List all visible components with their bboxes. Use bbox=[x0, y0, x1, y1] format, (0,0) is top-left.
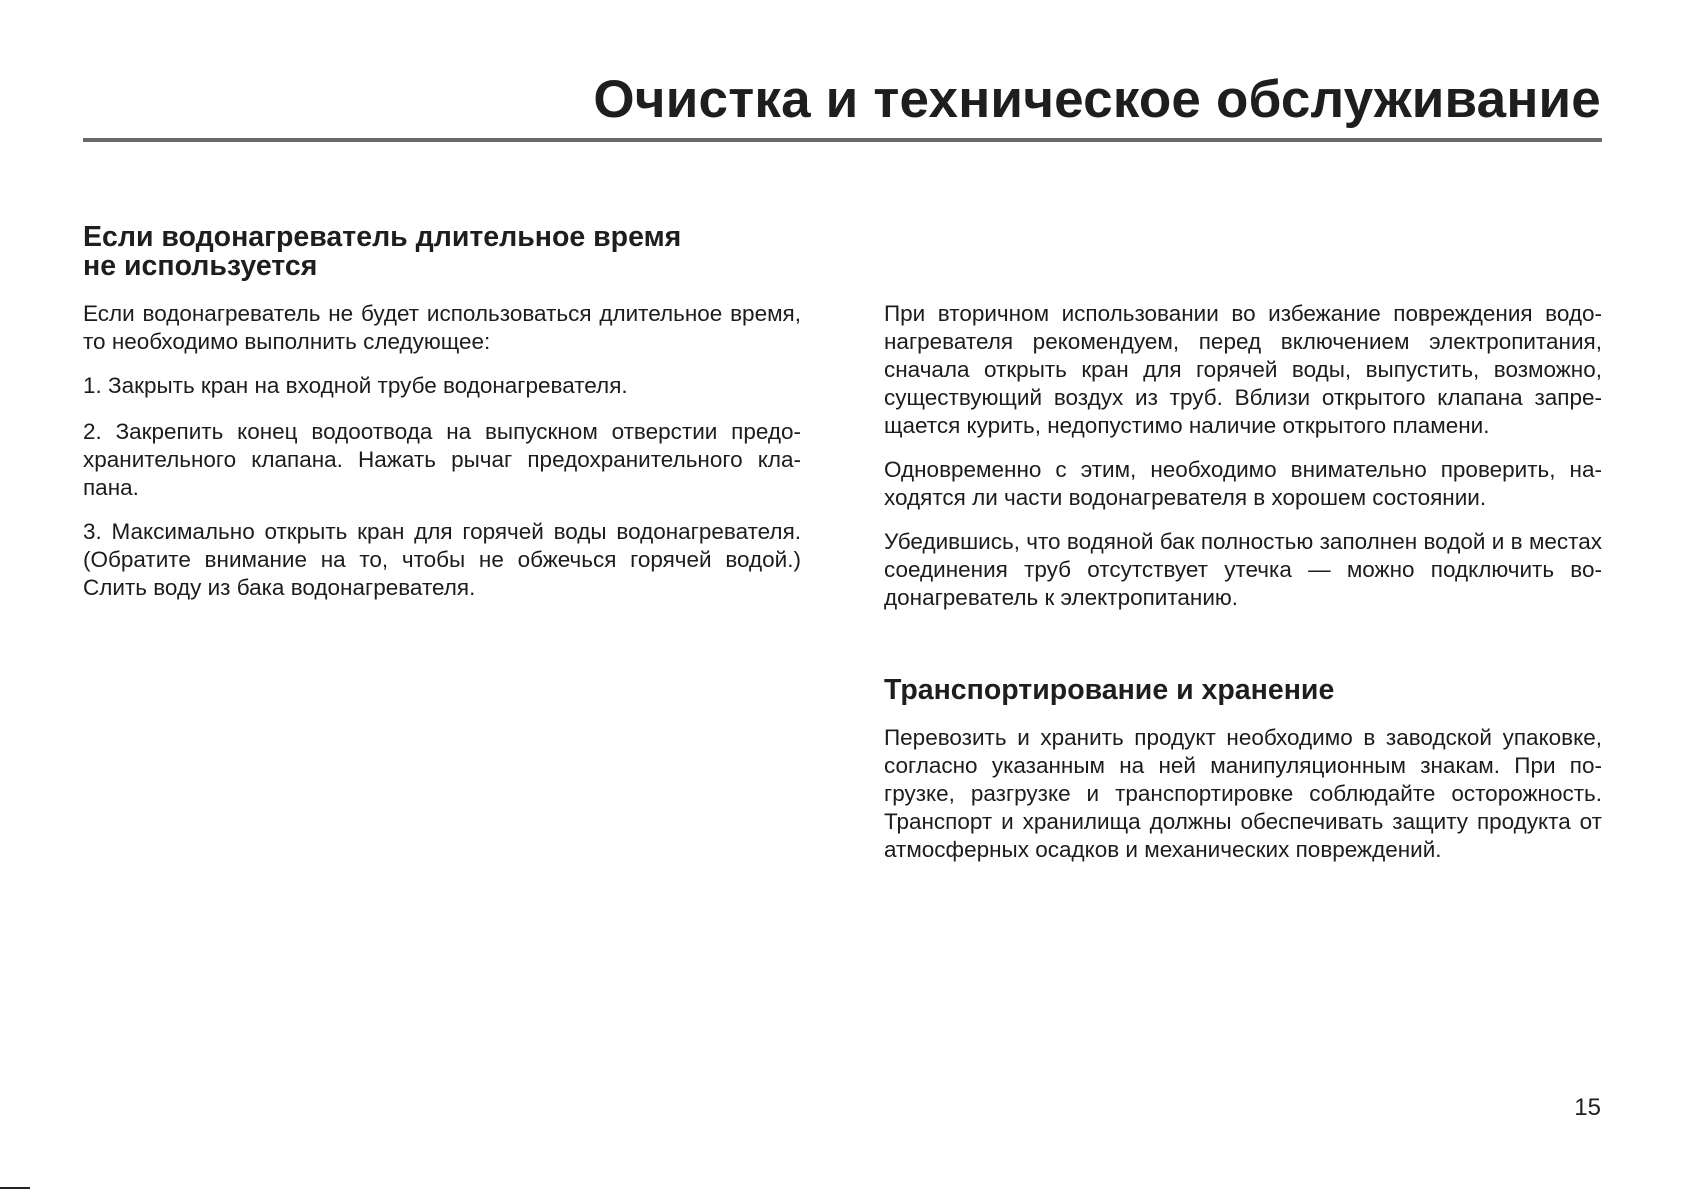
long-term-storage-body bbox=[83, 300, 801, 620]
transport-paragraph: Перевозить и хранить продукт необходимо в заводской упаковке, согласно указанным на ней манипуляционным знакам. При погрузке, разгрузке и транспортировке соблюдайте осторожность. Транспорт и хранилища должны обеспечивать защиту продукта от атмосферных осадков и механических повреждений. bbox=[884, 725, 1602, 862]
step-3-paragraph: 3. Максимально открыть кран для горячей воды водонагревателя. (Обратите внимание на то, чтобы не обжечься горячей водой.) Слить воду из бака водонагревателя. bbox=[83, 519, 801, 600]
connect-paragraph: Убедившись, что водяной бак полностью заполнен водой и в местах соединения труб отсутствует утечка — можно подключить во-донагреватель к электропитанию. bbox=[884, 529, 1602, 610]
heading-line-1: Если водонагреватель длительное время bbox=[83, 221, 682, 253]
long-term-storage-heading bbox=[83, 223, 801, 281]
step-2-paragraph: 2. Закрепить конец водоотвода на выпускном отверстии предохранительного клапана. Нажать рычаг предохранительного клапана. bbox=[83, 419, 801, 500]
scan-edge-mark bbox=[0, 1187, 30, 1189]
title-divider bbox=[83, 138, 1602, 142]
page-number: 15 bbox=[1574, 1094, 1601, 1121]
reuse-body bbox=[884, 300, 1602, 630]
heading-line-2: не используется bbox=[83, 250, 318, 282]
reuse-paragraph: При вторичном использовании во избежание повреждения водонагревателя рекомендуем, перед включением электропитания, сначала открыть кран для горячей воды, выпустить, возможно, существующий воздух из труб. Вблизи открытого клапана запрещается курить, недопустимо наличие открытого пламени. bbox=[884, 301, 1602, 438]
step-1-paragraph: 1. Закрыть кран на входной трубе водонагревателя. bbox=[83, 373, 628, 398]
transport-body bbox=[884, 724, 1602, 882]
check-paragraph: Одновременно с этим, необходимо внимательно проверить, находятся ли части водонагревателя в хорошем состоянии. bbox=[884, 457, 1602, 510]
page-title: Очистка и техническое обслуживание bbox=[593, 70, 1601, 129]
transport-heading: Транспортирование и хранение bbox=[884, 674, 1335, 706]
intro-paragraph: Если водонагреватель не будет использоваться длительное время, то необходимо выполнить следующее: bbox=[83, 301, 801, 354]
